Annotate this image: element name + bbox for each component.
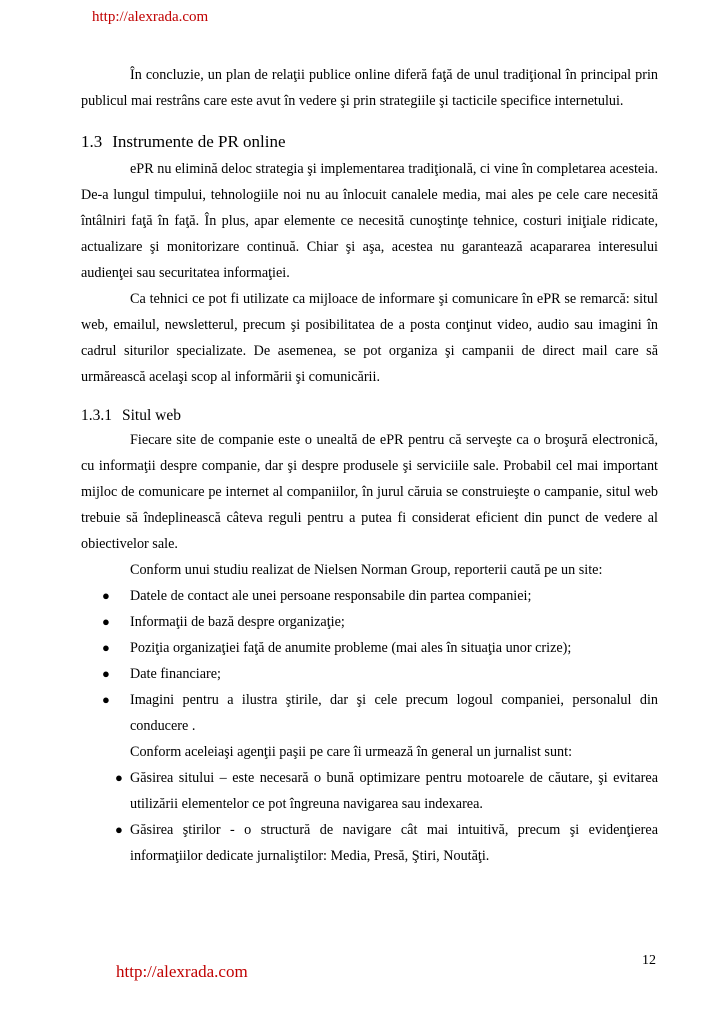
list-item: ● Poziţia organizaţiei faţă de anumite probleme (mai ales în situaţia unor crize); xyxy=(81,635,658,661)
header-link[interactable]: http://alexrada.com xyxy=(92,9,209,25)
reporter-needs-list xyxy=(81,583,658,739)
bullet-icon: ● xyxy=(102,640,110,655)
paragraph-techniques: Ca tehnici ce pot fi utilizate ca mijloace de informare şi comunicare în ePR se remarcă: situl web, emailul, newsletterul, precum şi posibilitatea de a posta conţinut video, audio sau imagini în cadrul siturilor specializate. De asemenea, se pot organiza şi campanii de direct mail care să urmărească acelaşi scop al informării şi comunicării. xyxy=(81,291,658,385)
paragraph-epr: ePR nu elimină deloc strategia şi implementarea tradiţională, ci vine în completarea acesteia. De-a lungul timpului, tehnologiile noi nu au înlocuit canalele media, mai ales pe cele care necesită întâlniri faţă în faţă. În plus, apar elemente ce necesită cunoştinţe tehnice, costuri iniţiale ridicate, actualizare şi monitorizare continuă. Chiar şi aşa, acestea nu garantează acapararea interesului audienţei sau securitatea informaţiei. xyxy=(81,161,658,281)
bullet-icon: ● xyxy=(102,692,110,707)
page-content xyxy=(81,62,658,869)
page-number: 12 xyxy=(642,953,656,968)
paragraph-nielsen: Conform unui studiu realizat de Nielsen Norman Group, reporterii caută pe un site: xyxy=(130,562,603,578)
bullet-icon: ● xyxy=(102,666,110,681)
list-item: ● Informaţii de bază despre organizaţie; xyxy=(81,609,658,635)
list-item: ● Imagini pentru a ilustra ştirile, dar şi cele precum logoul companiei, personalul din conducere . xyxy=(81,687,658,739)
list-item: ● Datele de contact ale unei persoane responsabile din partea companiei; xyxy=(81,583,658,609)
list-item: ● Date financiare; xyxy=(81,661,658,687)
subsection-number: 1.3.1 xyxy=(81,407,112,424)
paragraph-site: Fiecare site de companie este o unealtă de ePR pentru că serveşte ca o broşură electronică, cu informaţii despre companie, dar şi despre produsele şi serviciile sale. Probabil cel mai important mijloc de comunicare pe internet al companiilor, în jurul căruia se construieşte o campanie, situl web trebuie să îndeplinească câteva reguli pentru a putea fi considerat eficient din punct de vedere al obiectivelor sale. xyxy=(81,432,658,552)
bullet-icon: ● xyxy=(115,822,123,837)
section-heading xyxy=(81,128,658,156)
bullet-icon: ● xyxy=(102,588,110,603)
subsection-title: Situl web xyxy=(122,407,181,424)
bullet-icon: ● xyxy=(115,770,123,785)
list-item: ● Găsirea ştirilor - o structură de navigare cât mai intuitivă, precum şi evidenţierea informaţiilor dedicate jurnaliştilor: Media, Presă, Ştiri, Noutăţi. xyxy=(81,817,658,869)
paragraph-conclusion: În concluzie, un plan de relaţii publice online diferă faţă de unul tradiţional în principal prin publicul mai restrâns care este avut în vedere şi prin strategiile şi tacticile specifice internetului. xyxy=(81,67,658,109)
paragraph-journalist-steps: Conform aceleiaşi agenţii paşii pe care îi urmează în general un jurnalist sunt: xyxy=(130,744,573,760)
journalist-steps-list xyxy=(81,765,658,869)
section-title: Instrumente de PR online xyxy=(112,132,286,151)
bullet-icon: ● xyxy=(102,614,110,629)
section-number: 1.3 xyxy=(81,132,103,151)
list-item: ● Găsirea sitului – este necesară o bună optimizare pentru motoarele de căutare, şi evitarea utilizării elementelor ce pot îngreuna navigarea sau indexarea. xyxy=(81,765,658,817)
subsection-heading xyxy=(81,403,658,429)
footer-link[interactable]: http://alexrada.com xyxy=(116,962,248,981)
